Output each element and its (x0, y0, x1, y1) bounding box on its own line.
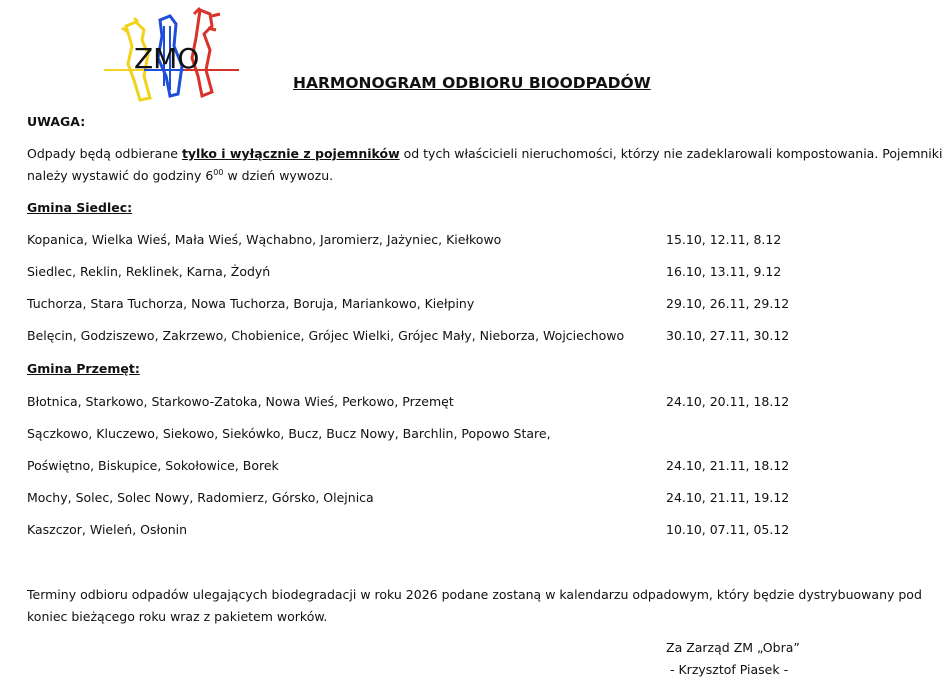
zmo-logo (104, 6, 244, 106)
footer-line-2: koniec bieżącego roku wraz z pakietem worków. (27, 609, 328, 624)
section-heading-przemet: Gmina Przemęt: (27, 361, 140, 376)
schedule-row-places: Belęcin, Godziszewo, Zakrzewo, Chobienice, Grójec Wielki, Grójec Mały, Nieborza, Wojciechowo (27, 328, 625, 343)
schedule-row-places: Mochy, Solec, Solec Nowy, Radomierz, Górsko, Olejnica (27, 490, 374, 505)
schedule-row-dates: 29.10, 26.11, 29.12 (666, 296, 790, 311)
notice-line-2 (27, 168, 333, 183)
schedule-row-places: Tuchorza, Stara Tuchorza, Nowa Tuchorza, Boruja, Mariankowo, Kiełpiny (27, 296, 475, 311)
footer-line-1: Terminy odbioru odpadów ulegających biodegradacji w roku 2026 podane zostaną w kalendarzu odpadowym, który będzie dystrybuowany pod (27, 587, 922, 602)
schedule-row-dates: 24.10, 20.11, 18.12 (666, 394, 790, 409)
notice-line-2-post: w dzień wywozu. (223, 168, 334, 183)
signature-line-1: Za Zarząd ZM „Obra” (666, 640, 800, 655)
schedule-row-dates: 24.10, 21.11, 19.12 (666, 490, 790, 505)
schedule-row-dates: 24.10, 21.11, 18.12 (666, 458, 790, 473)
schedule-row-places: Kopanica, Wielka Wieś, Mała Wieś, Wąchabno, Jaromierz, Jażyniec, Kiełkowo (27, 232, 502, 247)
schedule-row-dates: 16.10, 13.11, 9.12 (666, 264, 782, 279)
notice-line-1-emphasis: tylko i wyłącznie z pojemników (181, 146, 400, 161)
schedule-row-dates: 30.10, 27.11, 30.12 (666, 328, 790, 343)
schedule-row-places: Poświętno, Biskupice, Sokołowice, Borek (27, 458, 279, 473)
schedule-row-places: Sączkowo, Kluczewo, Siekowo, Siekówko, Bucz, Bucz Nowy, Barchlin, Popowo Stare, (27, 426, 551, 441)
page-title: HARMONOGRAM ODBIORU BIOODPADÓW (293, 74, 651, 92)
signature-line-2: - Krzysztof Piasek - (670, 662, 789, 677)
notice-heading: UWAGA: (27, 114, 86, 129)
logo-text: ZMO (134, 42, 200, 75)
schedule-row-dates: 15.10, 12.11, 8.12 (666, 232, 782, 247)
schedule-row-places: Siedlec, Reklin, Reklinek, Karna, Żodyń (27, 264, 271, 279)
notice-line-2-pre: należy wystawić do godziny 6 (27, 168, 214, 183)
notice-line-1 (27, 146, 942, 161)
schedule-row-places: Kaszczor, Wieleń, Osłonin (27, 522, 188, 537)
schedule-row-places: Błotnica, Starkowo, Starkowo-Zatoka, Nowa Wieś, Perkowo, Przemęt (27, 394, 454, 409)
notice-line-1-pre: Odpady będą odbierane (27, 146, 182, 161)
section-heading-siedlec: Gmina Siedlec: (27, 200, 133, 215)
notice-line-2-sup: 00 (213, 168, 224, 177)
schedule-row-dates: 10.10, 07.11, 05.12 (666, 522, 790, 537)
notice-line-1-post: od tych właścicieli nieruchomości, którzy nie zadeklarowali kompostowania. Pojemniki (399, 146, 943, 161)
